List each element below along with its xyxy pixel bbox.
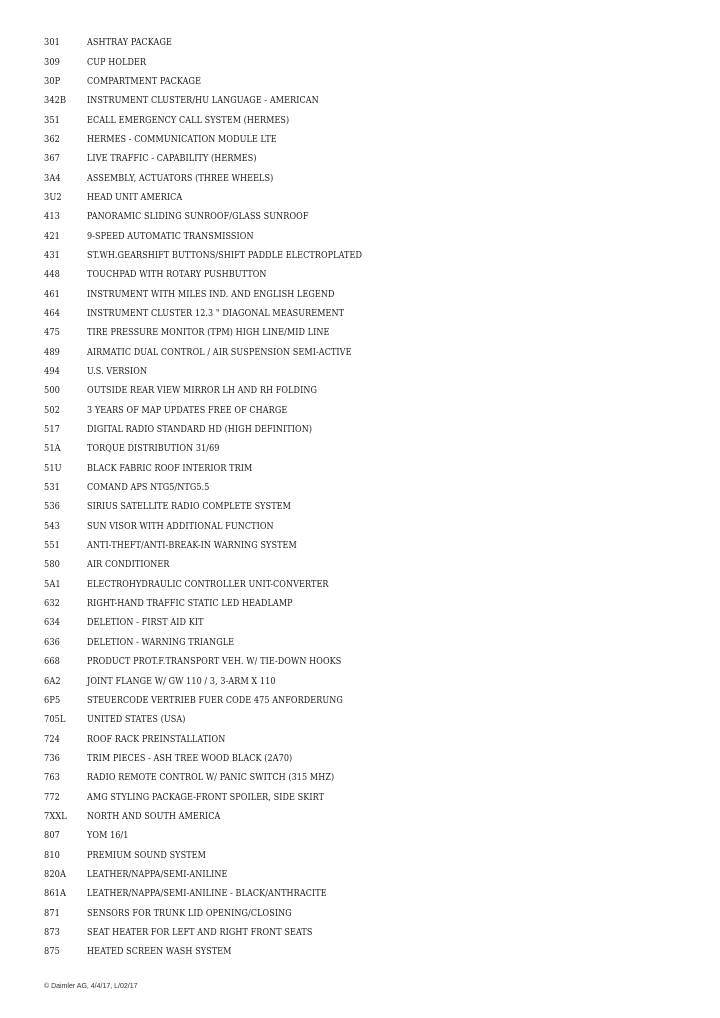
option-row <box>44 691 414 710</box>
option-description: ANTI-THEFT/ANTI-BREAK-IN WARNING SYSTEM <box>87 540 297 552</box>
option-row <box>44 33 414 52</box>
option-code: 51U <box>44 462 62 474</box>
option-code: 517 <box>44 424 61 436</box>
option-description: PRODUCT PROT.F.TRANSPORT VEH. W/ TIE-DOWN HOOKS <box>87 656 342 668</box>
option-description: COMAND APS NTG5/NTG5.5 <box>87 482 210 494</box>
option-row <box>44 536 414 555</box>
option-code: 500 <box>44 385 61 397</box>
option-code: 5A1 <box>44 578 61 590</box>
option-description: RIGHT-HAND TRAFFIC STATIC LED HEADLAMP <box>87 598 293 610</box>
option-description: UNITED STATES (USA) <box>87 714 186 726</box>
option-code-list <box>44 33 414 962</box>
option-description: YOM 16/1 <box>87 830 129 842</box>
option-row <box>44 52 414 71</box>
option-row <box>44 923 414 942</box>
option-description: INSTRUMENT WITH MILES IND. AND ENGLISH LEGEND <box>87 288 335 300</box>
option-row <box>44 845 414 864</box>
option-description: HEATED SCREEN WASH SYSTEM <box>87 946 232 958</box>
option-code: 309 <box>44 56 61 68</box>
option-code: 632 <box>44 598 61 610</box>
option-row <box>44 149 414 168</box>
option-code: 668 <box>44 656 61 668</box>
option-row <box>44 246 414 265</box>
option-description: HEAD UNIT AMERICA <box>87 191 183 203</box>
option-description: HERMES - COMMUNICATION MODULE LTE <box>87 133 277 145</box>
option-code: 448 <box>44 269 61 281</box>
option-description: ASHTRAY PACKAGE <box>87 37 172 49</box>
option-row <box>44 671 414 690</box>
option-row <box>44 633 414 652</box>
option-code: 772 <box>44 791 61 803</box>
option-code: 531 <box>44 482 61 494</box>
option-code: 763 <box>44 772 61 784</box>
option-row <box>44 459 414 478</box>
option-row <box>44 768 414 787</box>
option-code: 861A <box>44 888 67 900</box>
option-row <box>44 226 414 245</box>
option-description: PREMIUM SOUND SYSTEM <box>87 849 206 861</box>
option-row <box>44 439 414 458</box>
option-row <box>44 265 414 284</box>
option-description: ECALL EMERGENCY CALL SYSTEM (HERMES) <box>87 114 290 126</box>
option-description: U.S. VERSION <box>87 366 148 378</box>
option-code: 810 <box>44 849 61 861</box>
option-code: 489 <box>44 346 61 358</box>
option-description: STEUERCODE VERTRIEB FUER CODE 475 ANFORDERUNG <box>87 694 343 706</box>
option-code: 873 <box>44 926 61 938</box>
option-row <box>44 787 414 806</box>
option-code: 551 <box>44 540 61 552</box>
option-description: INSTRUMENT CLUSTER 12.3 " DIAGONAL MEASUREMENT <box>87 307 345 319</box>
option-row <box>44 942 414 961</box>
copyright-footer: © Daimler AG, 4/4/17, L/02/17 <box>44 983 138 990</box>
option-row <box>44 652 414 671</box>
option-code: 6A2 <box>44 675 61 687</box>
option-code: 494 <box>44 366 61 378</box>
option-row <box>44 381 414 400</box>
option-code: 431 <box>44 249 61 261</box>
option-row <box>44 729 414 748</box>
option-row <box>44 188 414 207</box>
option-row <box>44 749 414 768</box>
option-row <box>44 903 414 922</box>
option-description: SIRIUS SATELLITE RADIO COMPLETE SYSTEM <box>87 501 291 513</box>
option-row <box>44 497 414 516</box>
option-code: 301 <box>44 37 61 49</box>
option-description: CUP HOLDER <box>87 56 147 68</box>
option-row <box>44 517 414 536</box>
option-description: NORTH AND SOUTH AMERICA <box>87 810 221 822</box>
option-code: 421 <box>44 230 61 242</box>
option-code: 543 <box>44 520 61 532</box>
option-row <box>44 555 414 574</box>
option-row <box>44 72 414 91</box>
option-description: BLACK FABRIC ROOF INTERIOR TRIM <box>87 462 253 474</box>
option-row <box>44 613 414 632</box>
option-row <box>44 323 414 342</box>
option-description: DIGITAL RADIO STANDARD HD (HIGH DEFINITION) <box>87 424 313 436</box>
option-row <box>44 362 414 381</box>
option-code: 475 <box>44 327 61 339</box>
option-row <box>44 884 414 903</box>
option-description: RADIO REMOTE CONTROL W/ PANIC SWITCH (315 MHZ) <box>87 772 335 784</box>
option-description: OUTSIDE REAR VIEW MIRROR LH AND RH FOLDING <box>87 385 318 397</box>
option-code: 413 <box>44 211 61 223</box>
option-row <box>44 91 414 110</box>
option-code: 634 <box>44 617 61 629</box>
option-description: AMG STYLING PACKAGE-FRONT SPOILER, SIDE SKIRT <box>87 791 325 803</box>
option-description: TORQUE DISTRIBUTION 31/69 <box>87 443 220 455</box>
option-code: 736 <box>44 752 61 764</box>
option-code: 351 <box>44 114 61 126</box>
option-code: 464 <box>44 307 61 319</box>
option-code: 362 <box>44 133 61 145</box>
option-row <box>44 594 414 613</box>
option-code: 6P5 <box>44 694 61 706</box>
option-code: 3A4 <box>44 172 61 184</box>
option-description: ASSEMBLY, ACTUATORS (THREE WHEELS) <box>87 172 274 184</box>
option-code: 705L <box>44 714 66 726</box>
option-description: 3 YEARS OF MAP UPDATES FREE OF CHARGE <box>87 404 288 416</box>
option-row <box>44 304 414 323</box>
option-code: 502 <box>44 404 61 416</box>
option-description: LEATHER/NAPPA/SEMI-ANILINE - BLACK/ANTHRACITE <box>87 888 327 900</box>
option-description: SUN VISOR WITH ADDITIONAL FUNCTION <box>87 520 274 532</box>
option-row <box>44 207 414 226</box>
option-code: 461 <box>44 288 61 300</box>
option-code: 30P <box>44 75 61 87</box>
option-code: 871 <box>44 907 61 919</box>
option-row <box>44 343 414 362</box>
option-description: 9-SPEED AUTOMATIC TRANSMISSION <box>87 230 254 242</box>
option-code: 342B <box>44 95 67 107</box>
option-description: TIRE PRESSURE MONITOR (TPM) HIGH LINE/MID LINE <box>87 327 330 339</box>
option-description: AIRMATIC DUAL CONTROL / AIR SUSPENSION SEMI-ACTIVE <box>87 346 352 358</box>
option-code: 3U2 <box>44 191 62 203</box>
option-code: 820A <box>44 868 67 880</box>
option-row <box>44 710 414 729</box>
option-row <box>44 284 414 303</box>
option-row <box>44 420 414 439</box>
option-description: INSTRUMENT CLUSTER/HU LANGUAGE - AMERICAN <box>87 95 319 107</box>
option-row <box>44 401 414 420</box>
option-code: 367 <box>44 153 61 165</box>
option-description: DELETION - WARNING TRIANGLE <box>87 636 235 648</box>
option-code: 724 <box>44 733 61 745</box>
option-description: SEAT HEATER FOR LEFT AND RIGHT FRONT SEATS <box>87 926 313 938</box>
option-code: 807 <box>44 830 61 842</box>
option-row <box>44 826 414 845</box>
option-row <box>44 865 414 884</box>
option-description: ELECTROHYDRAULIC CONTROLLER UNIT-CONVERTER <box>87 578 329 590</box>
option-code: 636 <box>44 636 61 648</box>
option-description: JOINT FLANGE W/ GW 110 / 3, 3-ARM X 110 <box>87 675 276 687</box>
option-description: DELETION - FIRST AID KIT <box>87 617 204 629</box>
option-description: TOUCHPAD WITH ROTARY PUSHBUTTON <box>87 269 267 281</box>
option-row <box>44 110 414 129</box>
option-code: 580 <box>44 559 61 571</box>
option-code: 51A <box>44 443 61 455</box>
option-description: SENSORS FOR TRUNK LID OPENING/CLOSING <box>87 907 292 919</box>
option-description: LEATHER/NAPPA/SEMI-ANILINE <box>87 868 228 880</box>
option-description: ST.WH.GEARSHIFT BUTTONS/SHIFT PADDLE ELECTROPLATED <box>87 249 363 261</box>
option-row <box>44 478 414 497</box>
option-description: PANORAMIC SLIDING SUNROOF/GLASS SUNROOF <box>87 211 309 223</box>
option-row <box>44 575 414 594</box>
option-row <box>44 168 414 187</box>
option-description: TRIM PIECES - ASH TREE WOOD BLACK (2A70) <box>87 752 293 764</box>
option-description: LIVE TRAFFIC - CAPABILITY (HERMES) <box>87 153 257 165</box>
option-description: ROOF RACK PREINSTALLATION <box>87 733 226 745</box>
option-code: 875 <box>44 946 61 958</box>
option-row <box>44 807 414 826</box>
option-code: 536 <box>44 501 61 513</box>
option-description: COMPARTMENT PACKAGE <box>87 75 202 87</box>
option-row <box>44 130 414 149</box>
option-description: AIR CONDITIONER <box>87 559 170 571</box>
option-code: 7XXL <box>44 810 67 822</box>
